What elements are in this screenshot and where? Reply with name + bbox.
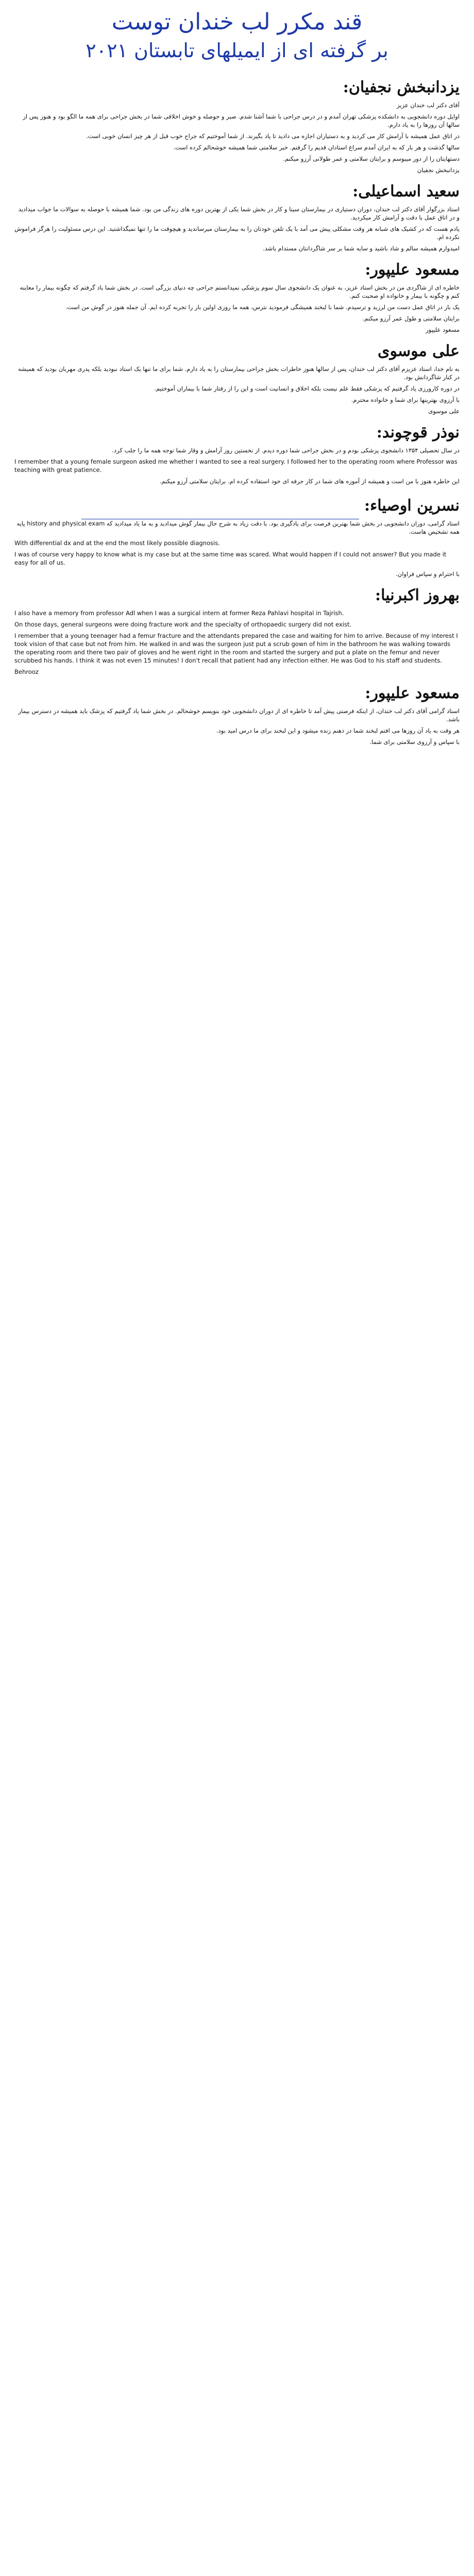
letter-paragraph: اوایل دوره دانشجویی به دانشکده پزشکی تهران آمدم و در درس جراحی با شما آشنا شدم. صبر و حوصله و خوش اخلاقی شما در بخش جراحی برای همه ما الگو بود و هنوز پس از سالها آن روزها را به یاد دارم. — [23, 113, 460, 128]
letter-paragraph: I remember that a young female surgeon asked me whether I wanted to see a real surgery. I followed her to the operating room where Professor was teaching with great patience. — [14, 458, 458, 473]
letter-paragraph: With differential dx and at the end the most likely possible diagnosis. — [14, 539, 220, 547]
author-row — [14, 488, 460, 519]
letter-paragraph: استاد گرامی، دوران دانشجویی در بخش شما بهترین فرصت برای یادگیری بود. با دقت زیاد به شرح حال بیمار گوش میدادید و به ما یاد میدادید که history and physical exam پایه همه تشخیص هاست. — [16, 520, 460, 535]
letter-section — [14, 341, 460, 415]
letter-section — [14, 77, 460, 174]
letter-paragraph: با آرزوی بهترینها برای شما و خانواده محترم. — [351, 396, 460, 403]
letter-paragraph: یادم هست که در کشیک های شبانه هر وقت مشکلی پیش می آمد با یک تلفن خودتان را به بیمارستان میرساندید و هیچوقت ما را تنها نمیگذاشتید. این درس مسئولیت را هرگز فراموش نکرده ام. — [14, 225, 460, 241]
letter-paragraph: با سپاس و آرزوی سلامتی برای شما. — [369, 738, 460, 745]
letter-section — [14, 683, 460, 746]
author-name: بهروز اکبرنیا: — [375, 586, 460, 604]
letter-section — [14, 488, 460, 578]
letter-paragraph: I was of course very happy to know what is my case but at the same time was scared. What would happen if I could not answer? But you made it easy for all of us. — [14, 551, 447, 566]
letter-paragraph: در دوره کارورزی یاد گرفتیم که پزشکی فقط علم نیست بلکه اخلاق و انسانیت است و این را از رفتار شما با بیماران آموختیم. — [154, 385, 460, 392]
letter-paragraph: دستهایتان را از دور میبوسم و برایتان سلامتی و عمر طولانی آرزو میکنم. — [283, 155, 460, 162]
letter-section — [14, 181, 460, 252]
letter-paragraph: I also have a memory from professor Adl when I was a surgical intern at former Reza Pahlavi hospital in Tajrish. — [14, 609, 344, 617]
letter-section — [14, 260, 460, 334]
letter-paragraph: در اتاق عمل همیشه با آرامش کار می کردید و به دستیاران اجازه می دادید تا یاد بگیرند. از شما آموختیم که جراح خوب قبل از هر چیز انسان خوبی است. — [86, 132, 460, 140]
letter-section — [14, 585, 460, 676]
letter-paragraph: استاد گرامی آقای دکتر لب خندان، از اینکه فرصتی پیش آمد تا خاطره ای از دوران دانشجویی خود بنویسم خوشحالم. در بخش شما یاد گرفتیم که پزشک باید همیشه در دسترس بیمار باشد. — [18, 707, 460, 723]
letter-paragraph: استاد بزرگوار آقای دکتر لب خندان، دوران دستیاری در بیمارستان سینا و کار در بخش شما یکی از بهترین دوره های زندگی من بود. شما همیشه با حوصله به سوالات ما جواب میدادید و در اتاق عمل با دقت و آرامش کار میکردید. — [18, 206, 460, 221]
letter-section — [14, 422, 460, 485]
letter-signature: Behrooz — [14, 668, 39, 675]
author-name: مسعود علیپور: — [365, 261, 460, 279]
letter-signature: یزدانبخش نجفیان — [417, 166, 460, 174]
letter-paragraph: با احترام و سپاس فراوان. — [396, 570, 460, 578]
letter-paragraph: I remember that a young teenager had a femur fracture and the attendants prepared the case and waiting for him to arrive. Because of my interest I took vision of that case but not from him. He walked in and was the surgeon just put a scrub gown of him in the bathroom he was walking towards the operating room and there two pair of gloves and he went right in the room and started the surgery and put a plate on the femur and never scrubbed his hands. I think it was not even 15 minutes! I don't recall that patient had any infection either. He was God to his staff and students. — [14, 632, 458, 664]
divider-line — [81, 505, 359, 519]
letter-paragraph: هر وقت به یاد آن روزها می افتم لبخند شما در ذهنم زنده میشود و این لبخند برای ما درس امید بود. — [216, 727, 460, 734]
letter-paragraph: سالها گذشت و هر بار که به ایران آمدم سراغ استادان قدیم را گرفتم. خبر سلامتی شما همیشه خوشحالم کرده است. — [173, 144, 460, 151]
page-title: قند مکرر لب خندان توست — [111, 9, 363, 35]
letter-paragraph: یک بار در اتاق عمل دست من لرزید و ترسیدم. شما با لبخند همیشگی فرمودید نترس، همه ما روزی اولین بار را تجربه کرده ایم. آن جمله هنوز در گوش من است. — [65, 303, 460, 311]
letter-signature: مسعود علیپور — [426, 326, 460, 333]
author-name: علی موسوی — [378, 342, 460, 360]
letter-paragraph: برایتان سلامتی و طول عمر آرزو میکنم. — [362, 315, 460, 322]
letter-paragraph: امیدوارم همیشه سالم و شاد باشید و سایه شما بر سر شاگردانتان مستدام باشد. — [263, 245, 460, 252]
letter-paragraph: آقای دکتر لب خندان عزیز — [396, 101, 460, 109]
letter-paragraph: به نام خدا، استاد عزیزم آقای دکتر لب خندان، پس از سالها هنوز خاطرات بخش جراحی بیمارستان را به یاد دارم. شما برای ما تنها یک استاد نبودید بلکه پدری مهربان بودید که همیشه در کنار شاگردانش بود. — [18, 365, 460, 381]
letter-paragraph: این خاطره هنوز با من است و همیشه از آموزه های شما در کار حرفه ای خود استفاده کرده ام. برایتان سلامتی آرزو میکنم. — [159, 478, 460, 485]
letter-signature: علی موسوی — [428, 408, 460, 415]
author-name: سعید اسماعیلی: — [352, 182, 460, 200]
author-name: یزدانبخش نجفیان: — [343, 78, 460, 96]
letter-paragraph: خاطره ای از شاگردی من در بخش استاد عزیز، به عنوان یک دانشجوی سال سوم پزشکی نمیدانستم جراحی چه دنیای بزرگی است. در بخش شما یاد گرفتم که چگونه بیمار را معاینه کنم و چگونه با بیمار و خانواده او صحبت کنم. — [20, 284, 460, 299]
author-name: نسرین اوصیاء: — [364, 497, 460, 515]
author-name: مسعود علیپور: — [365, 684, 460, 702]
author-name: نوذر قوچوند: — [376, 423, 460, 442]
letter-paragraph: در سال تحصیلی ۱۳۵۴ دانشجوی پزشکی بودم و در بخش جراحی شما دوره دیدم. از نخستین روز آرامش و وقار شما توجه همه ما را جلب کرد. — [112, 447, 460, 454]
letter-paragraph: On those days, general surgeons were doing fracture work and the specialty of orthopaedic surgery did not exist. — [14, 621, 352, 628]
page-subtitle: بر گرفته ای از ایمیلهای تابستان ۲۰۲۱ — [86, 39, 388, 62]
